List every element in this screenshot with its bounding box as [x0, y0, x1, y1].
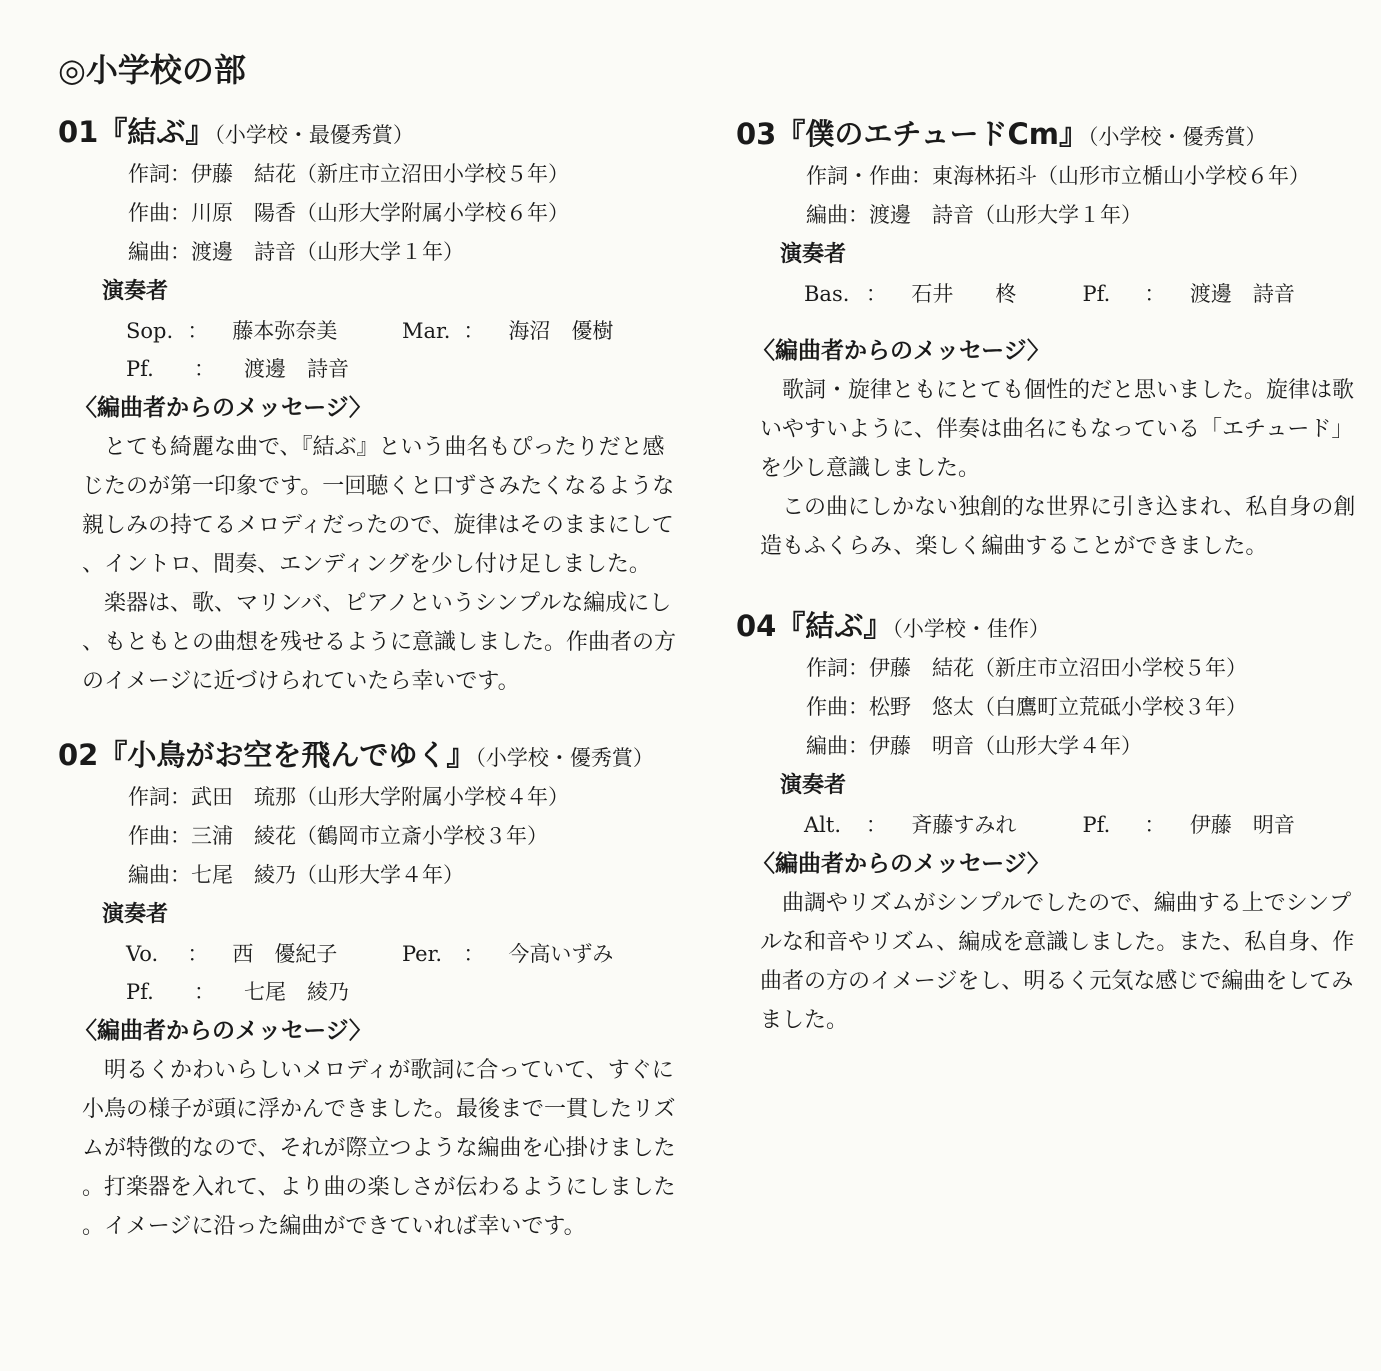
- credits-list: [58, 778, 678, 895]
- performer-role: Per.: [401, 942, 443, 966]
- song-name: 『僕のエチュードCm』: [776, 117, 1088, 151]
- credit-arrangement: 編曲：渡邊 詩音（山形大学１年）: [806, 203, 1142, 227]
- performer-sep: ：: [187, 319, 209, 343]
- credit-composition: 作曲：三浦 綾花（鶴岡市立斎小学校３年）: [128, 824, 548, 848]
- arranger-message: [58, 428, 678, 701]
- credit-lyrics: 作詞：伊藤 結花（新庄市立沼田小学校５年）: [128, 162, 569, 186]
- song-entry-02: [58, 735, 678, 1246]
- award-label: （小学校・最優秀賞）: [214, 123, 414, 147]
- right-column: [736, 114, 1361, 1040]
- performer-sep: ：: [194, 357, 215, 381]
- award-label: （小学校・優秀賞）: [1088, 125, 1267, 149]
- award-label: （小学校・優秀賞）: [475, 746, 654, 770]
- performer-role: Mar.: [401, 319, 451, 343]
- performer-sep: ：: [1144, 282, 1166, 306]
- credit-arrangement: 編曲：七尾 綾乃（山形大学４年）: [128, 863, 464, 887]
- song-entry-01: [58, 112, 678, 701]
- performer-name: 藤本弥奈美: [232, 319, 338, 343]
- performers-heading: 演奏者: [102, 902, 169, 927]
- performer-sep: ：: [463, 942, 485, 966]
- performer-row: [126, 935, 678, 973]
- performers-list: [736, 275, 1361, 313]
- performer-sep: ：: [194, 980, 215, 1004]
- song-title: [58, 735, 678, 778]
- credits-list: [736, 157, 1361, 235]
- section-title: ◎小学校の部: [58, 51, 246, 89]
- credit-lyrics: 作詞：武田 琉那（山形大学附属小学校４年）: [128, 785, 569, 809]
- performer-name: 伊藤 明音: [1189, 813, 1295, 837]
- performer-role: Pf.: [126, 357, 154, 381]
- message-heading: 〈編曲者からのメッセージ〉: [74, 395, 372, 421]
- performers-list: [58, 312, 678, 388]
- song-title: [58, 112, 678, 155]
- song-title: [736, 114, 1361, 157]
- arranger-message: [58, 1051, 678, 1246]
- credits-list: [58, 155, 678, 272]
- performer-sep: ：: [865, 813, 887, 837]
- performer-sep: ：: [1144, 813, 1166, 837]
- song-name: 『結ぶ』: [776, 609, 893, 643]
- message-paragraph: とても綺麗な曲で、『結ぶ』という曲名もぴったりだと感じたのが第一印象です。一回聴くと口ずさみたくなるような親しみの持てるメロディだったので、旋律はそのままにして、イントロ、間奏、エンディングを少し付け足しました。: [82, 435, 675, 577]
- performer-name: 海沼 優樹: [508, 319, 614, 343]
- song-number: 01: [58, 115, 99, 149]
- performers-list: [58, 935, 678, 1011]
- song-entry-03: [736, 114, 1361, 566]
- message-paragraph: 曲調やリズムがシンプルでしたので、編曲する上でシンプルな和音やリズム、編成を意識しました。また、私自身、作曲者の方のイメージをし、明るく元気な感じで編曲をしてみました。: [760, 891, 1355, 1033]
- message-paragraph: 歌詞・旋律ともにとても個性的だと思いました。旋律は歌いやすいように、伴奏は曲名にもなっている「エチュード」を少し意識しました。: [760, 378, 1355, 481]
- performers-heading: 演奏者: [102, 279, 169, 304]
- credit-arrangement: 編曲：伊藤 明音（山形大学４年）: [806, 734, 1142, 758]
- message-paragraph: 明るくかわいらしいメロディが歌詞に合っていて、すぐに小鳥の様子が頭に浮かんできました。最後まで一貫したリズムが特徴的なので、それが際立つような編曲を心掛けました。打楽器を入れて、より曲の楽しさが伝わるようにしました。イメージに沿った編曲ができていれば幸いです。: [82, 1058, 676, 1239]
- award-label: （小学校・佳作）: [892, 617, 1050, 641]
- performer-name: 斉藤すみれ: [911, 813, 1017, 837]
- credits-list: [736, 649, 1361, 766]
- performer-row: [804, 806, 1361, 844]
- performer-row: [126, 312, 678, 350]
- song-number: 02: [58, 738, 99, 772]
- performer-role: Sop.: [126, 319, 174, 343]
- performer-sep: ：: [463, 319, 485, 343]
- performers-list: [736, 806, 1361, 844]
- performer-row: [126, 973, 678, 1011]
- performer-row: [804, 275, 1361, 313]
- performer-role: Alt.: [804, 813, 841, 837]
- credit-composition: 作曲：川原 陽香（山形大学附属小学校６年）: [128, 201, 569, 225]
- performer-name: 渡邊 詩音: [244, 357, 349, 381]
- performer-name: 今高いずみ: [508, 942, 614, 966]
- message-heading: 〈編曲者からのメッセージ〉: [752, 338, 1050, 364]
- performer-name: 西 優紀子: [232, 942, 338, 966]
- performer-sep: ：: [865, 282, 887, 306]
- performer-role: Vo.: [126, 942, 159, 966]
- performer-role: Bas.: [804, 282, 850, 306]
- credit-lyrics: 作詞：伊藤 結花（新庄市立沼田小学校５年）: [806, 656, 1247, 680]
- performer-role: Pf.: [126, 980, 154, 1004]
- message-paragraph: 楽器は、歌、マリンバ、ピアノというシンプルな編成にし、もともとの曲想を残せるように意識しました。作曲者の方のイメージに近づけられていたら幸いです。: [82, 591, 677, 694]
- song-name: 『小鳥がお空を飛んでゆく』: [98, 738, 476, 772]
- arranger-message: [736, 371, 1361, 566]
- message-heading: 〈編曲者からのメッセージ〉: [74, 1018, 372, 1044]
- arranger-message: [736, 884, 1361, 1040]
- left-column: [58, 112, 678, 1246]
- credit-composition: 作曲：松野 悠太（白鷹町立荒砥小学校３年）: [806, 695, 1247, 719]
- performer-name: 渡邊 詩音: [1189, 282, 1295, 306]
- performer-name: 石井 柊: [911, 282, 1017, 306]
- song-entry-04: [736, 606, 1361, 1040]
- performers-heading: 演奏者: [780, 773, 847, 798]
- performer-role: Pf.: [1082, 282, 1111, 306]
- song-number: 03: [736, 117, 777, 151]
- performer-role: Pf.: [1082, 813, 1111, 837]
- message-heading: 〈編曲者からのメッセージ〉: [752, 851, 1050, 877]
- credit-lyrics-composition: 作詞・作曲：東海林拓斗（山形市立楯山小学校６年）: [806, 164, 1310, 188]
- song-title: [736, 606, 1361, 649]
- performer-row: [126, 350, 678, 388]
- song-number: 04: [736, 609, 777, 643]
- performer-sep: ：: [187, 942, 209, 966]
- performer-name: 七尾 綾乃: [244, 980, 349, 1004]
- message-paragraph: この曲にしかない独創的な世界に引き込まれ、私自身の創造もふくらみ、楽しく編曲することができました。: [760, 495, 1356, 559]
- performers-heading: 演奏者: [780, 242, 847, 267]
- song-name: 『結ぶ』: [98, 115, 215, 149]
- credit-arrangement: 編曲：渡邊 詩音（山形大学１年）: [128, 240, 464, 264]
